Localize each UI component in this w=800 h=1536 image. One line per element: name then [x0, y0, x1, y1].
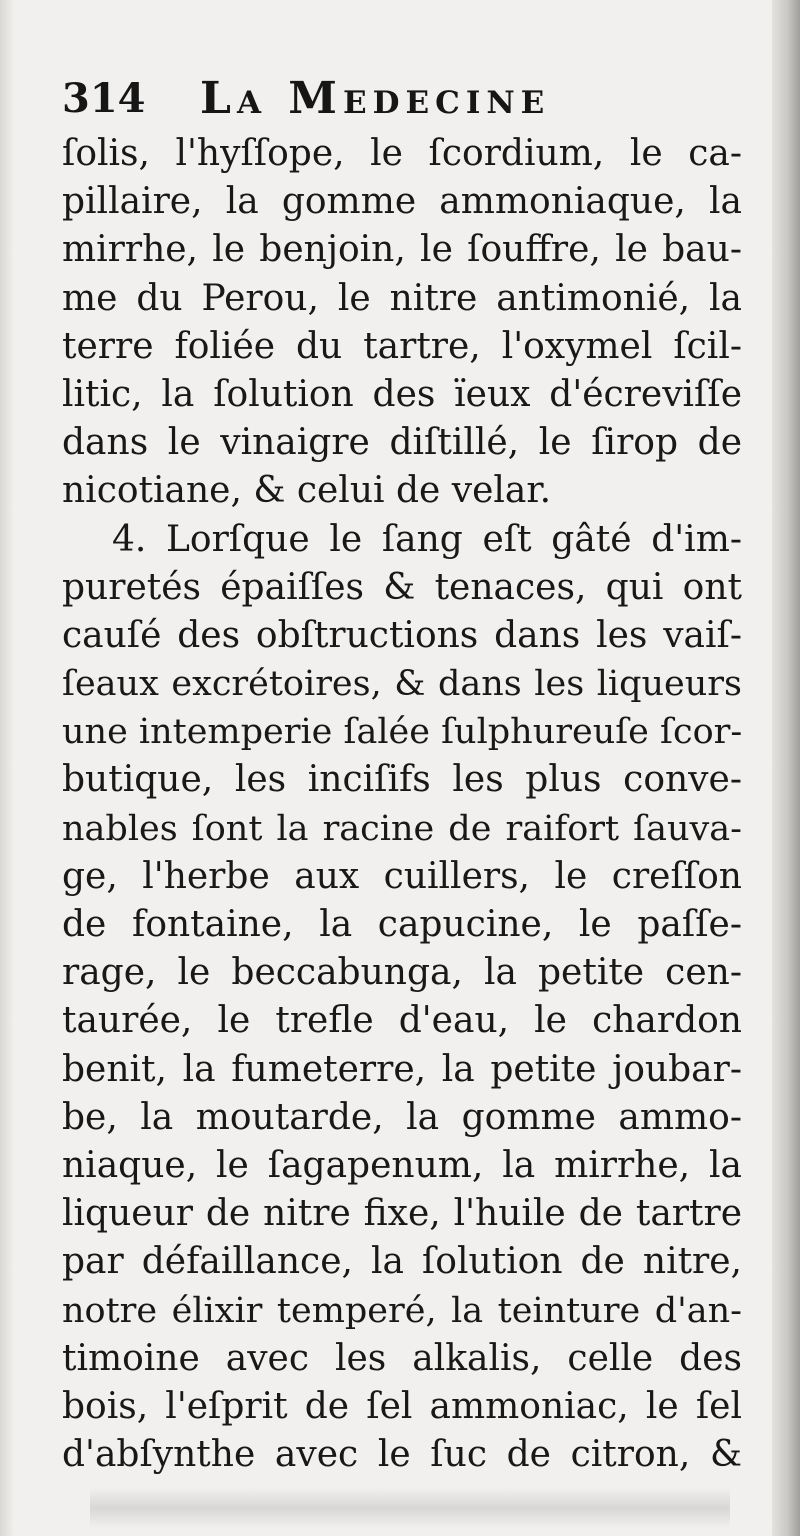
- text-line: be, la moutarde, la gomme ammo-: [62, 1096, 742, 1138]
- text-line: pillaire, la gomme ammoniaque, la: [62, 181, 742, 223]
- text-line: d'abſynthe avec le ſuc de citron, &: [62, 1434, 742, 1476]
- text-line: une intemperie ſalée ſulphureuſe ſcor-: [62, 712, 742, 753]
- text-line: dans le vinaigre diſtillé, le ſirop de: [62, 422, 742, 464]
- text-line: litic, la ſolution des ïeux d'écreviſſe: [62, 373, 742, 415]
- text-line: ſolis, l'hyſſope, le ſcordium, le ca-: [62, 133, 742, 174]
- page-left-edge: [0, 0, 14, 1536]
- book-spine-shadow: [772, 0, 800, 1536]
- text-line: butique, les inciſifs les plus conve-: [62, 759, 742, 801]
- text-line: terre foliée du tartre, l'oxymel ſcil-: [62, 325, 742, 367]
- show-through-bleed: [90, 1488, 730, 1528]
- text-line: me du Perou, le nitre antimonié, la: [62, 277, 742, 319]
- text-line: mirrhe, le benjoin, le ſouffre, le bau-: [62, 229, 742, 271]
- paragraph-start-line: 4. Lorſque le ſang eſt gâté d'im-: [112, 518, 742, 560]
- text-line: benit, la fumeterre, la petite joubar-: [62, 1048, 742, 1090]
- body-text: [62, 130, 742, 1479]
- text-line: cauſé des obſtructions dans les vaiſ-: [62, 614, 742, 656]
- text-line: de fontaine, la capucine, le paſſe-: [62, 904, 742, 945]
- text-line: ge, l'herbe aux cuillers, le creſſon: [62, 855, 742, 897]
- text-line: puretés épaiſſes & tenaces, qui ont: [62, 566, 742, 608]
- text-line: nicotiane, & celui de velar.: [62, 470, 552, 512]
- text-line: par défaillance, la ſolution de nitre,: [62, 1241, 742, 1283]
- text-line: rage, le beccabunga, la petite cen-: [62, 952, 742, 994]
- text-line: taurée, le trefle d'eau, le chardon: [62, 1000, 742, 1042]
- text-line: liqueur de nitre fixe, l'huile de tartre: [62, 1193, 742, 1235]
- text-line: ſeaux excrétoires, & dans les liqueurs: [62, 664, 742, 705]
- text-line: niaque, le ſagapenum, la mirrhe, la: [62, 1144, 742, 1186]
- text-line: bois, l'eſprit de ſel ammoniac, le ſel: [62, 1385, 742, 1427]
- running-head: La Medecine: [200, 73, 551, 124]
- page-number: 314: [62, 75, 146, 122]
- text-line: timoine avec les alkalis, celle des: [62, 1337, 742, 1379]
- text-line: nables ſont la racine de raifort ſauva-: [62, 808, 742, 849]
- text-line: notre élixir temperé, la teinture d'an-: [62, 1290, 742, 1331]
- page-header: [62, 68, 742, 130]
